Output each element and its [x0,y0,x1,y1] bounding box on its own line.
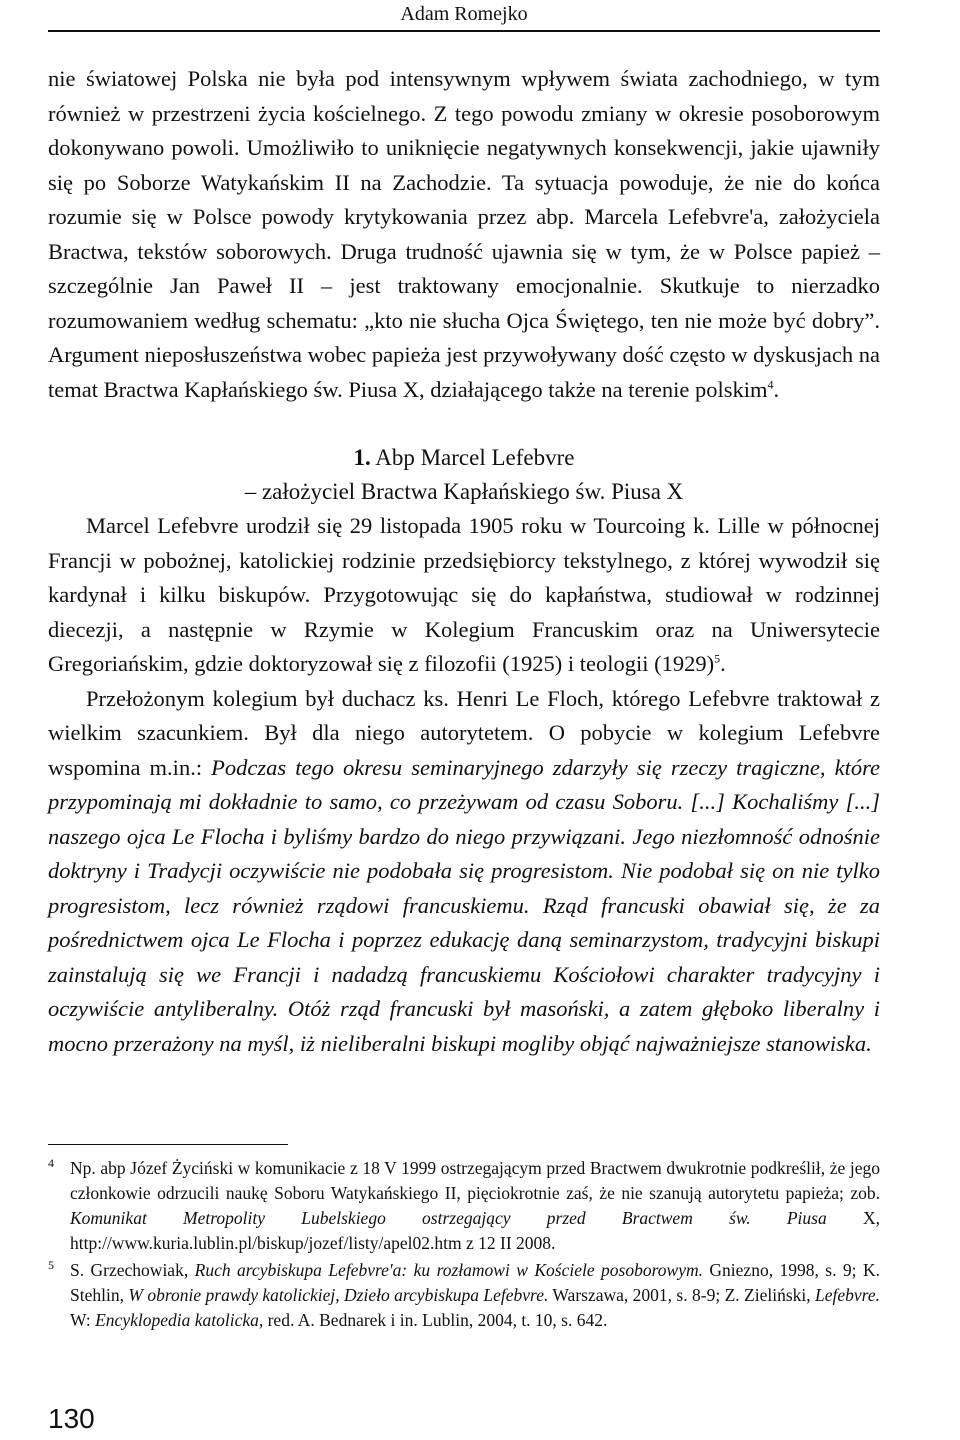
footnote-5-text-c: Warszawa, 2001, s. 8-9; Z. Zieliński, [548,1285,816,1305]
footnote-ref-5: 5 [714,651,721,666]
paragraph-2-end: . [720,651,726,676]
section-heading-line-1 [48,441,880,475]
footnotes [48,1156,880,1335]
paragraph-2 [48,509,880,682]
paragraph-3-text: Przełożonym kolegium był duchacz ks. Henri Le Floch, którego Lefebvre traktował z wielkim szacunkiem. Był dla niego autorytetem. O pobycie w kolegium Lefebvre wspomina m.in.: [48,685,880,780]
paragraph-1-text: nie światowej Polska nie była pod intensywnym wpływem świata zachodniego, w tym również w przestrzeni życia kościelnego. Z tego powodu zmiany w okresie posoborowym dokonywano powoli. Umożliwiło to uniknięcie negatywnych konsekwencji, jakie ujawniły się po Soborze Watykańskim II na Zachodzie. Ta sytuacja powoduje, że nie do końca rozumie się w Polsce powody krytykowania przez abp. Marcela Lefebvre'a, założyciela Bractwa, tekstów soborowych. Druga trudność ujawnia się w tym, że w Polsce papież – szczególnie Jan Paweł II – jest traktowany emocjonalnie. Skutkuje to nierzadko rozumowaniem według schematu: „kto nie słucha Ojca Świętego, ten nie może być dobry”. Argument nieposłuszeństwa wobec papieża jest przywoływany dość często w dyskusjach na temat Bractwa Kapłańskiego św. Piusa X, działającego także na terenie polskim [48,66,880,402]
running-header [48,0,880,28]
header-rule [48,30,880,32]
footnote-4-text-a: Np. abp Józef Życiński w komunikacie z 18 V 1999 ostrzegającym przed Bractwem dwukrotnie podkreślił, że jego członkowie odrzucili naukę Soboru Watykańskiego II, pięciokrotnie zaś, że nie szanują autorytetu papieża; zob. [70,1158,880,1203]
footnote-5-text-b: Gniezno, 1998, s. 9; K. Stehlin, [70,1260,880,1305]
footnote-ref-4: 4 [767,377,774,391]
paragraph-3 [48,682,880,1062]
footnote-5-text-e: red. A. Bednarek i in. Lublin, 2004, t. 10, s. 642. [263,1310,608,1330]
footnote-5-text-d: W: [70,1310,96,1330]
section-heading [48,441,880,509]
footnote-5: 5 S. Grzechowiak, Ruch arcybiskupa Lefebvre'a: ku rozłamowi w Kościele posoborowym. Gniezno, 1998, s. 9; K. Stehlin, W obronie prawdy katolickiej, Dzieło arcybiskupa Lefebvre. Warszawa, 2001, s. 8-9; Z. Zieliński, Lefebvre. W: Encyklopedia katolicka, red. A. Bednarek i in. Lublin, 2004, t. 10, s. 642. [48,1258,880,1330]
footnote-rule [48,1144,288,1145]
lefebvre-quote: Podczas tego okresu seminaryjnego zdarzyły się rzeczy tragiczne, które przypominają mi dokładnie to samo, co przeżywam od czasu Soboru. [...] Kochaliśmy [...] naszego ojca Le Flocha i byliśmy bardzo do niego przywiązani. Jego niezłomność odnośnie doktryny i Tradycji oczywiście nie podobała się progresistom. Nie podobał się on nie tylko progresistom, lecz również rządowi francuskiemu. Rząd francuski obawiał się, że za pośrednictwem ojca Le Flocha i poprzez edukację daną seminarzystom, tradycyjni biskupi zainstalują się we Francji i nadadzą francuskiemu Kościołowi charakter tradycyjny i oczywiście antyliberalny. Otóż rząd francuski był masoński, a zatem głęboko liberalny i mocno przerażony na myśl, iż nieliberalni biskupi mogliby objąć najważniejsze stanowiska. [48,754,881,1056]
footnote-5-title-b: W obronie prawdy katolickiej, Dzieło arcybiskupa Lefebvre. [128,1285,549,1305]
running-header-author: Adam Romejko [400,3,528,25]
footnote-5-title-d: Encyklopedia katolicka, [95,1310,264,1330]
page-number: 130 [48,1403,95,1434]
footnote-4: 4 Np. abp Józef Życiński w komunikacie z 18 V 1999 ostrzegającym przed Bractwem dwukrotnie podkreślił, że jego członkowie odrzucili naukę Soboru Watykańskiego II, pięciokrotnie zaś, że nie szanują autorytetu papieża; zob. Komunikat Metropolity Lubelskiego ostrzegający przed Bractwem św. Piusa X, http://www.kuria.lublin.pl/biskup/jozef/listy/apel02.htm z 12 II 2008. [48,1156,880,1253]
section-title-1: Abp Marcel Lefebvre [375,445,575,470]
paragraph-1-end: . [773,376,780,402]
paragraph-1 [48,62,880,407]
footnote-4-text-b: X, http://www.kuria.lublin.pl/biskup/jozef/listy/apel02.htm z 12 II 2008. [70,1208,880,1253]
section-title-2: – założyciel Bractwa Kapłańskiego św. Piusa X [244,479,684,504]
footnote-4-title: Komunikat Metropolity Lubelskiego ostrzegający przed Bractwem św. Piusa [70,1208,827,1228]
paragraph-2-text: Marcel Lefebvre urodził się 29 listopada 1905 roku w Tourcoing k. Lille w północnej Francji w pobożnej, katolickiej rodzinie przedsiębiorcy tekstylnego, z której wywodził się kardynał i kilku biskupów. Przygotowując się do kapłaństwa, studiował w rodzinnej diecezji, a następnie w Rzymie w Kolegium Francuskim oraz na Uniwersytecie Gregoriańskim, gdzie doktoryzował się z filozofii (1925) i teologii (1929) [48,513,880,676]
main-text [48,62,880,1061]
footnote-5-title-c: Lefebvre. [815,1285,880,1305]
footnote-5-text-a: S. Grzechowiak, [70,1260,195,1280]
footnote-5-title-a: Ruch arcybiskupa Lefebvre'a: ku rozłamowi w Kościele posoborowym. [194,1260,703,1280]
section-number: 1. [353,445,371,470]
